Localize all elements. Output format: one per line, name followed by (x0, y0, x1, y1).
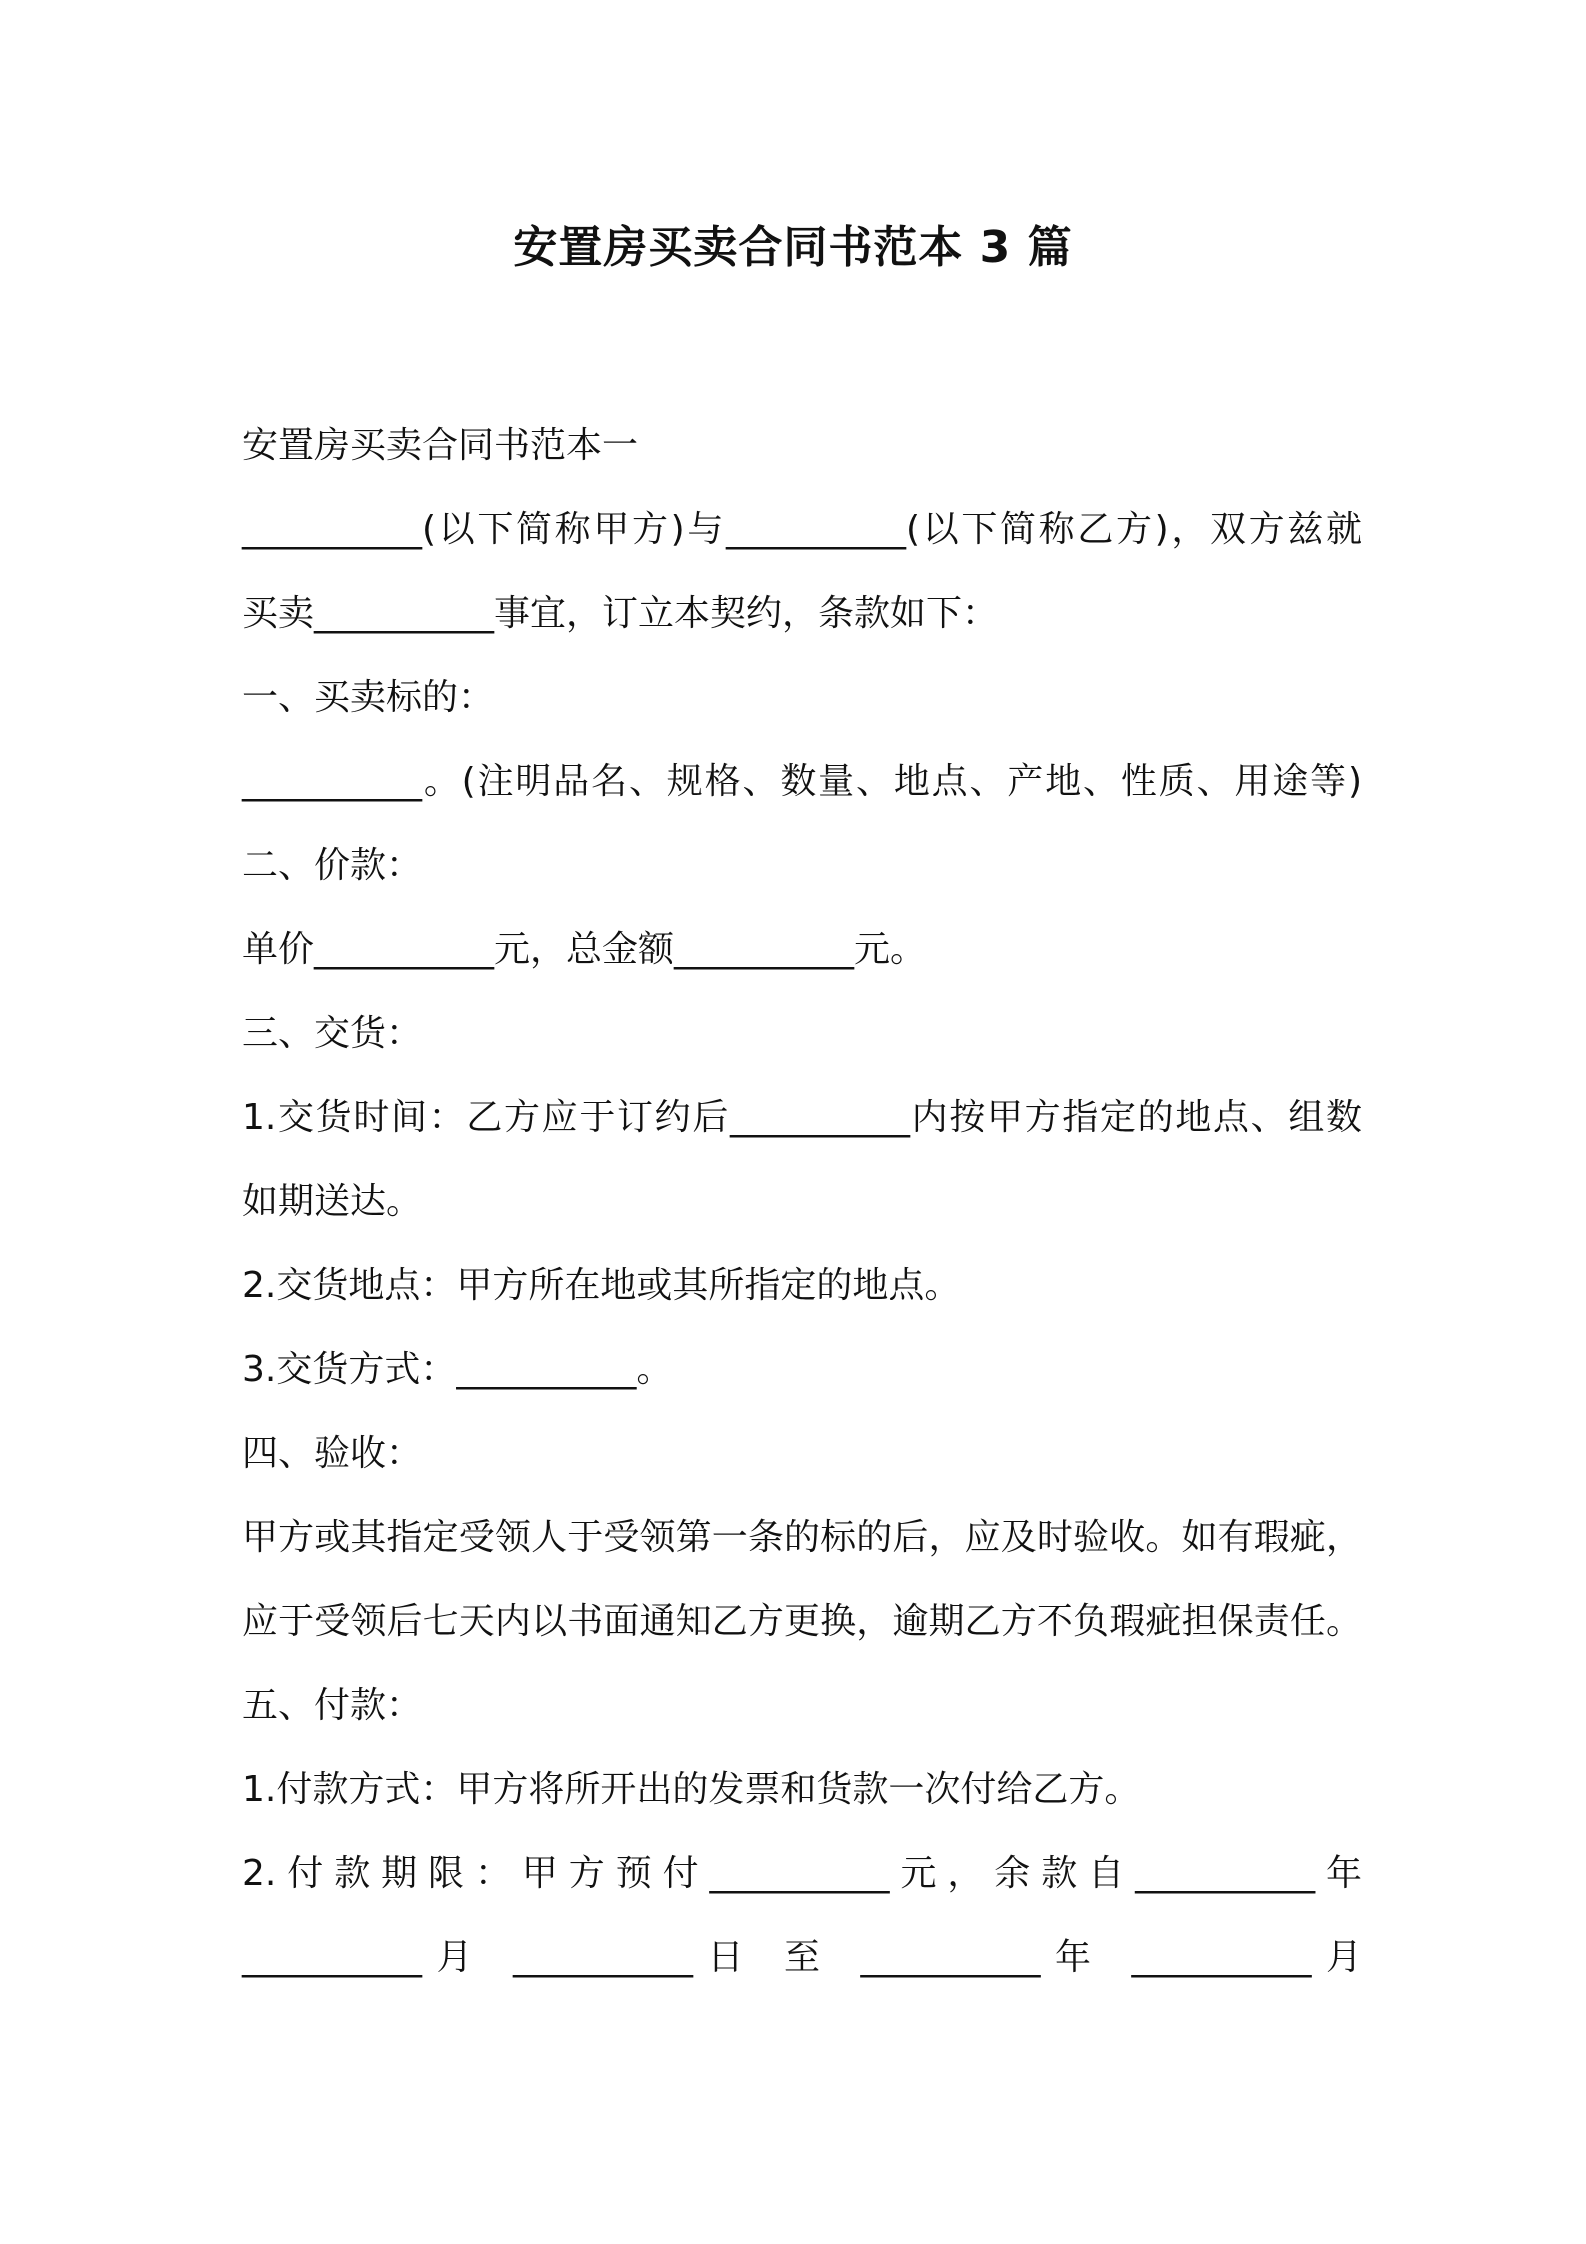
section-heading: 安置房买卖合同书范本一 (242, 425, 639, 466)
clause-heading: 四、验收： (242, 1433, 423, 1474)
paragraph-line: 3.交货方式：__________。 (242, 1349, 673, 1390)
clause-heading: 五、付款： (242, 1685, 423, 1726)
paragraph-line: 单价__________元，总金额__________元。 (242, 929, 927, 970)
paragraph-line: 2.付款期限：甲方预付__________元，余款自__________年 (242, 1853, 1362, 1894)
paragraph-line: 甲方或其指定受领人于受领第一条的标的后，应及时验收。如有瑕疵， (242, 1517, 1362, 1558)
paragraph-line: 买卖__________事宜，订立本契约，条款如下： (242, 593, 999, 634)
paragraph-line: 应于受领后七天内以书面通知乙方更换，逾期乙方不负瑕疵担保责任。 (242, 1601, 1362, 1642)
clause-heading: 二、价款： (242, 845, 423, 886)
paragraph-line: 如期送达。 (242, 1181, 423, 1222)
paragraph-line: __________月 __________日 至 __________年 __________月 (242, 1937, 1362, 1978)
paragraph-line: 1.交货时间：乙方应于订约后__________内按甲方指定的地点、组数 (242, 1097, 1362, 1138)
paragraph-line: 1.付款方式：甲方将所开出的发票和货款一次付给乙方。 (242, 1769, 1141, 1810)
paragraph-line: 2.交货地点：甲方所在地或其所指定的地点。 (242, 1265, 961, 1306)
clause-heading: 一、买卖标的： (242, 677, 495, 718)
paragraph-line: __________(以下简称甲方)与__________(以下简称乙方)，双方兹就 (242, 509, 1362, 550)
paragraph-line: __________。(注明品名、规格、数量、地点、产地、性质、用途等) (242, 761, 1362, 802)
clause-heading: 三、交货： (242, 1013, 423, 1054)
document-body (242, 404, 1362, 2000)
document-title: 安置房买卖合同书范本 3 篇 (513, 222, 1073, 273)
